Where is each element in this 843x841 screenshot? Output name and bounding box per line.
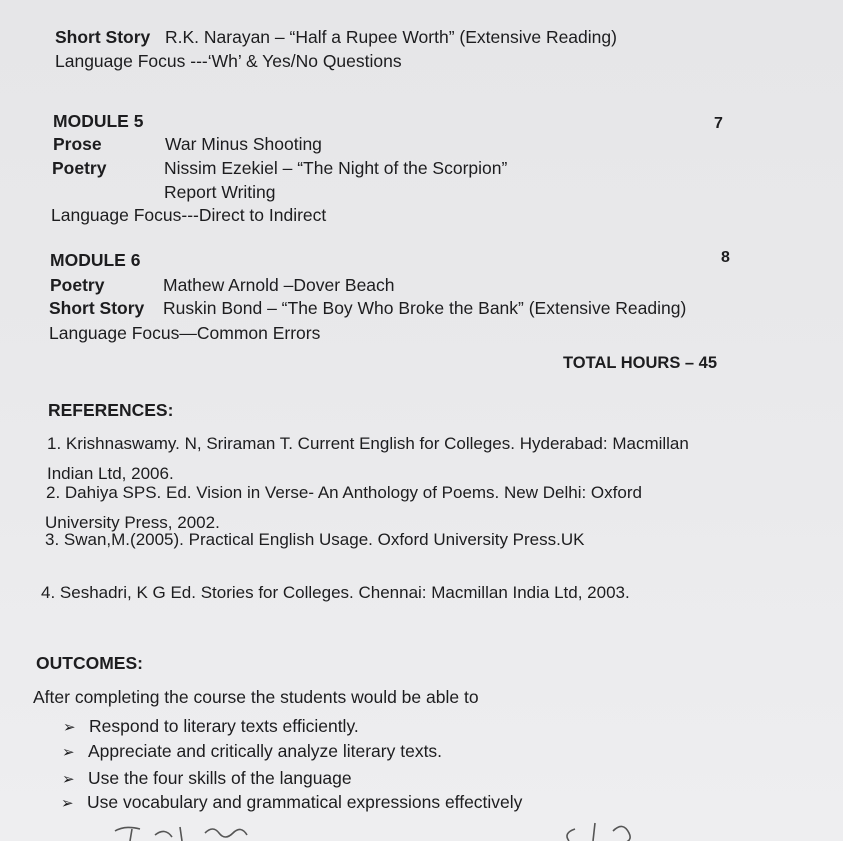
short-story-label: Short Story [55, 27, 151, 47]
module5-extra-line: Report Writing [164, 182, 276, 202]
short-story-label: Short Story [49, 298, 145, 318]
prose-text: War Minus Shooting [165, 134, 322, 154]
reference-3: 3. Swan,M.(2005). Practical English Usage. Oxford University Press.UK [45, 530, 585, 549]
module6-title: MODULE 6 [50, 250, 141, 270]
outcome-item [62, 740, 442, 764]
poetry-text: Mathew Arnold –Dover Beach [163, 275, 395, 295]
module5-language-focus: Language Focus---Direct to Indirect [51, 205, 327, 225]
reference-2-line1: 2. Dahiya SPS. Ed. Vision in Verse- An Anthology of Poems. New Delhi: Oxford [46, 483, 642, 502]
poetry-label: Poetry [52, 158, 107, 178]
module5-title: MODULE 5 [53, 111, 144, 131]
module5-hours: 7 [714, 115, 723, 132]
prose-label: Prose [53, 134, 102, 154]
module6-hours: 8 [721, 249, 730, 266]
short-story-text: Ruskin Bond – “The Boy Who Broke the Bank” (Extensive Reading) [163, 298, 687, 318]
handwritten-signature-right [555, 819, 695, 841]
outcome-item [63, 715, 359, 739]
handwritten-signature-left [110, 819, 330, 841]
arrow-bullet-icon: ➢ [62, 744, 75, 761]
reference-1-line1: 1. Krishnaswamy. N, Sriraman T. Current English for Colleges. Hyderabad: Macmillan [47, 434, 689, 453]
outcome-text: Use vocabulary and grammatical expressions effectively [87, 792, 523, 812]
poetry-text: Nissim Ezekiel – “The Night of the Scorpion” [164, 158, 508, 178]
total-hours: TOTAL HOURS – 45 [563, 354, 718, 372]
outcome-text: Use the four skills of the language [88, 768, 352, 788]
module6-language-focus: Language Focus—Common Errors [49, 323, 321, 343]
outcome-text: Appreciate and critically analyze literary texts. [88, 741, 443, 761]
reference-4: 4. Seshadri, K G Ed. Stories for Colleges. Chennai: Macmillan India Ltd, 2003. [41, 583, 630, 602]
module6-short-story-line [49, 297, 686, 319]
reference-1-line2: Indian Ltd, 2006. [47, 464, 174, 483]
outcome-text: Respond to literary texts efficiently. [89, 716, 359, 736]
arrow-bullet-icon: ➢ [62, 771, 75, 788]
outcome-item [61, 791, 522, 815]
reference-2-line2: University Press, 2002. [45, 513, 220, 532]
arrow-bullet-icon: ➢ [61, 795, 74, 812]
poetry-label: Poetry [50, 275, 105, 295]
outcomes-intro: After completing the course the students would be able to [33, 687, 479, 707]
short-story-line [55, 26, 617, 48]
references-heading: REFERENCES: [48, 400, 174, 420]
short-story-text: R.K. Narayan – “Half a Rupee Worth” (Extensive Reading) [165, 27, 617, 47]
module5-poetry-line [52, 157, 507, 179]
language-focus-line: Language Focus ---‘Wh’ & Yes/No Questions [55, 51, 402, 71]
module6-poetry-line [50, 274, 395, 296]
outcome-item [62, 767, 352, 791]
outcomes-heading: OUTCOMES: [36, 653, 143, 673]
module5-prose-line [53, 133, 322, 155]
arrow-bullet-icon: ➢ [63, 719, 76, 736]
